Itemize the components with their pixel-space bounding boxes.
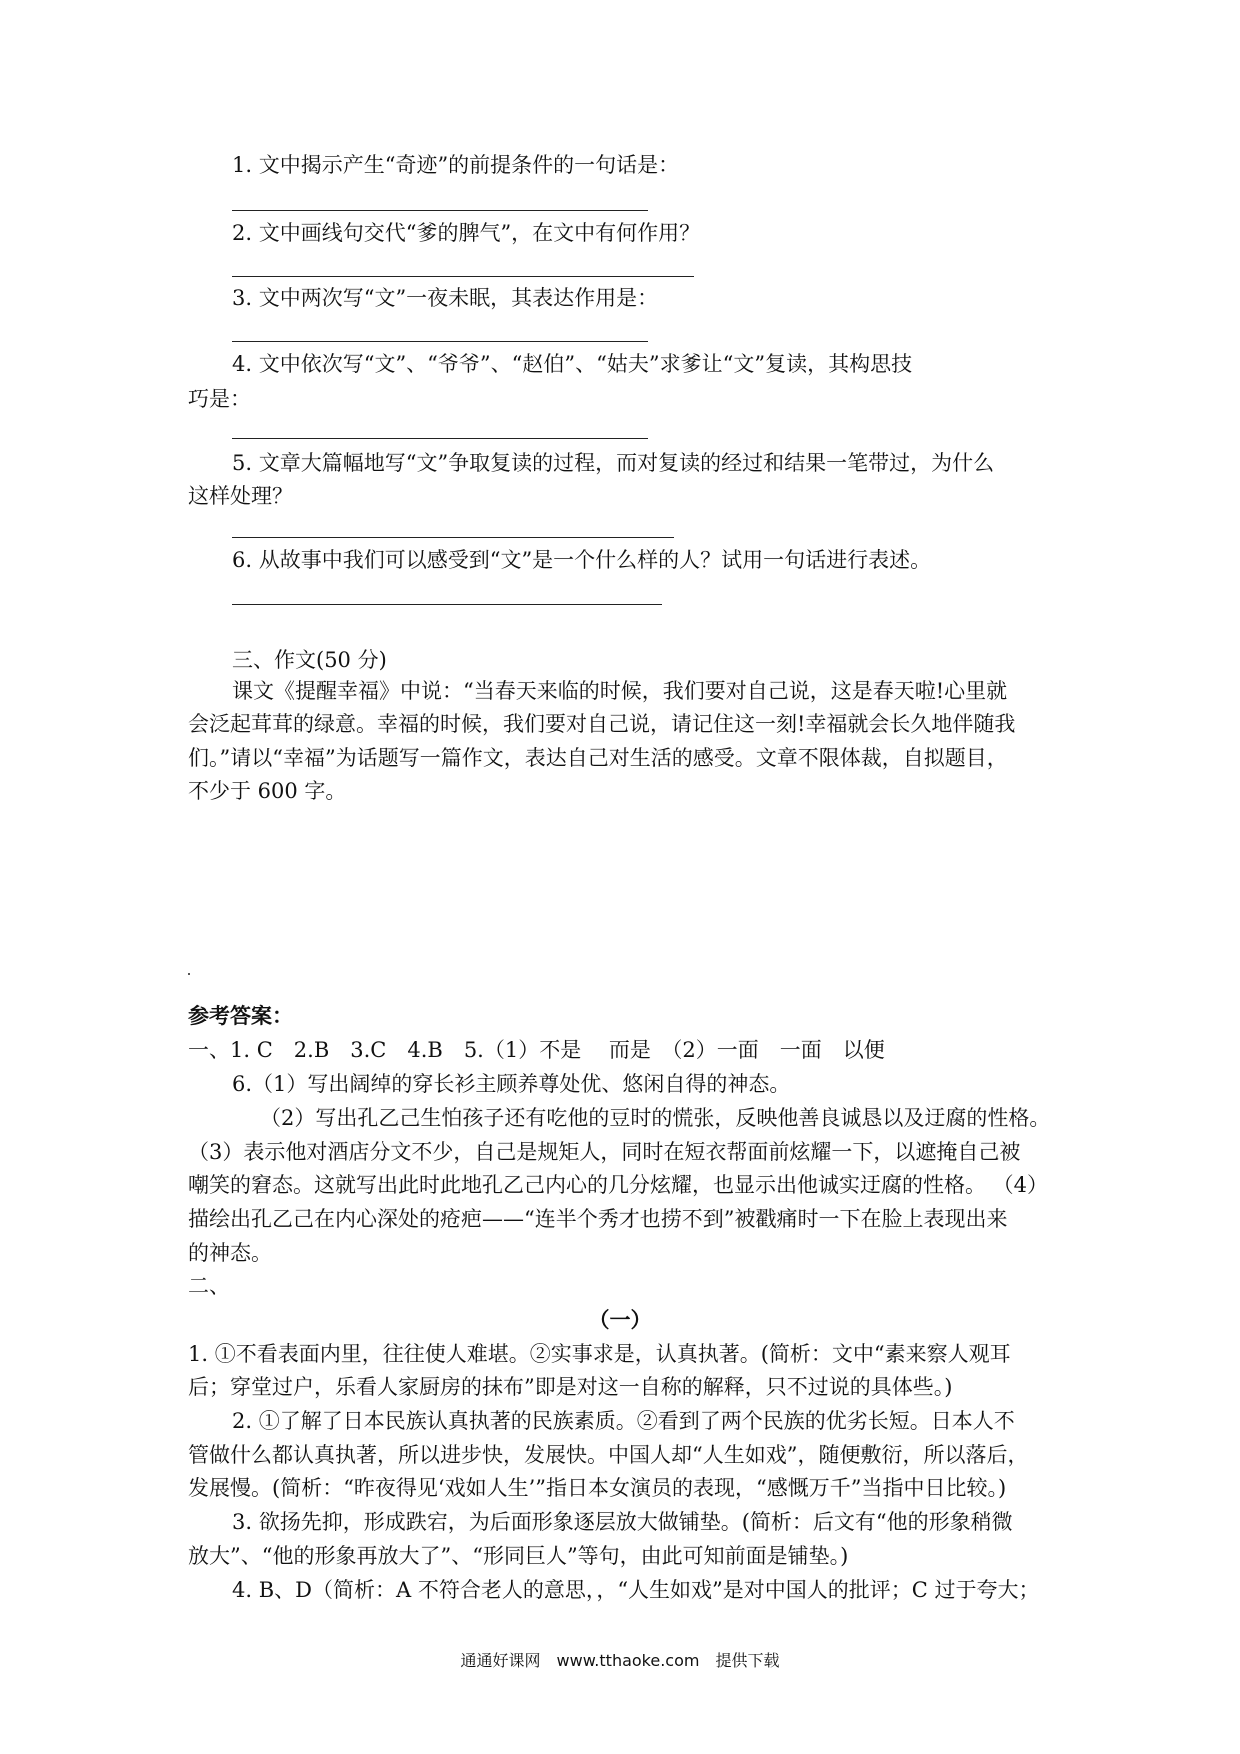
answer-line: 嘲笑的窘态。这就写出此时此地孔乙己内心的几分炫耀，也显示出他诚实迂腐的性格。 （4）: [188, 1173, 1049, 1197]
question-2: 2. 文中画线句交代“爹的脾气”，在文中有何作用？: [232, 221, 701, 245]
stray-dot: [188, 973, 190, 975]
answer-line: 描绘出孔乙己在内心深处的疮疤——“连半个秀才也捞不到”被戳痛时一下在脸上表现出来: [188, 1207, 1008, 1231]
section-line: 管做什么都认真执著，所以进步快，发展快。中国人却“人生如戏”，随便敷衍，所以落后，: [188, 1443, 1029, 1467]
answer-blank-5: [232, 537, 674, 538]
section-line: 4. B、D（简析：A 不符合老人的意思，，“人生如戏”是对中国人的批评；C 过于夸大；: [232, 1578, 1040, 1602]
answer-line: （2）写出孔乙己生怕孩子还有吃他的豆时的慌张，反映他善良诚恳以及迂腐的性格。: [260, 1106, 1051, 1130]
essay-line: 们。”请以“幸福”为话题写一篇作文，表达自己对生活的感受。文章不限体裁，自拟题目，: [188, 746, 1008, 770]
section-line: 放大”、“他的形象再放大了”、“形同巨人”等句，由此可知前面是铺垫。): [188, 1544, 849, 1568]
section-line: 后；穿堂过户，乐看人家厨房的抹布”即是对这一自称的解释，只不过说的具体些。): [188, 1375, 953, 1399]
essay-heading: 三、作文(50 分): [232, 648, 387, 672]
answer-blank-3: [232, 341, 648, 342]
section-heading: （一）: [588, 1307, 652, 1332]
answer-blank-1: [232, 210, 648, 211]
answer-line: 一、1. C 2.B 3.C 4.B 5.（1）不是 而是 （2）一面 一面 以便: [188, 1038, 885, 1062]
essay-line: 课文《提醒幸福》中说：“当春天来临的时候，我们要对自己说，这是春天啦!心里就: [232, 679, 1008, 703]
question-5: 5. 文章大篇幅地写“文”争取复读的过程，而对复读的经过和结果一笔带过，为什么: [232, 451, 995, 475]
section-line: 3. 欲扬先抑，形成跌宕，为后面形象逐层放大做铺垫。(简析：后文有“他的形象稍微: [232, 1510, 1013, 1534]
question-3: 3. 文中两次写“文”一夜未眠，其表达作用是：: [232, 286, 659, 310]
question-4-continued: 巧是：: [188, 387, 251, 411]
section-line: 发展慢。(简析：“昨夜得见‘戏如人生’”指日本女演员的表现，“感慨万千”当指中日比较。): [188, 1476, 1007, 1500]
question-5-continued: 这样处理？: [188, 484, 293, 508]
answer-line: 二、: [188, 1274, 230, 1298]
answer-blank-6: [232, 604, 662, 605]
answer-line: （3）表示他对酒店分文不少，自己是规矩人，同时在短衣帮面前炫耀一下，以遮掩自己被: [188, 1140, 1021, 1164]
essay-line: 会泛起茸茸的绿意。幸福的时候，我们要对自己说，请记住这一刻!幸福就会长久地伴随我: [188, 712, 1016, 736]
answer-blank-4: [232, 438, 648, 439]
answer-blank-2: [232, 276, 694, 277]
section-line: 1. ①不看表面内里，往往使人难堪。②实事求是，认真执著。(简析：文中“素来察人观耳: [188, 1342, 1011, 1366]
question-1: 1. 文中揭示产生“奇迹”的前提条件的一句话是：: [232, 153, 680, 177]
question-4: 4. 文中依次写“文”、“爷爷”、“赵伯”、“姑夫”求爹让“文”复读，其构思技: [232, 352, 913, 376]
section-line: 2. ①了解了日本民族认真执著的民族素质。②看到了两个民族的优劣长短。日本人不: [232, 1409, 1015, 1433]
answer-line: 6.（1）写出阔绰的穿长衫主顾养尊处优、悠闲自得的神态。: [232, 1072, 791, 1096]
question-6: 6. 从故事中我们可以感受到“文”是一个什么样的人？试用一句话进行表述。: [232, 548, 932, 572]
essay-line: 不少于 600 字。: [188, 779, 347, 803]
answers-heading: 参考答案：: [188, 1003, 293, 1028]
page-footer: 通通好课网 www.tthaoke.com 提供下载: [460, 1651, 780, 1670]
answer-line: 的神态。: [188, 1241, 272, 1265]
